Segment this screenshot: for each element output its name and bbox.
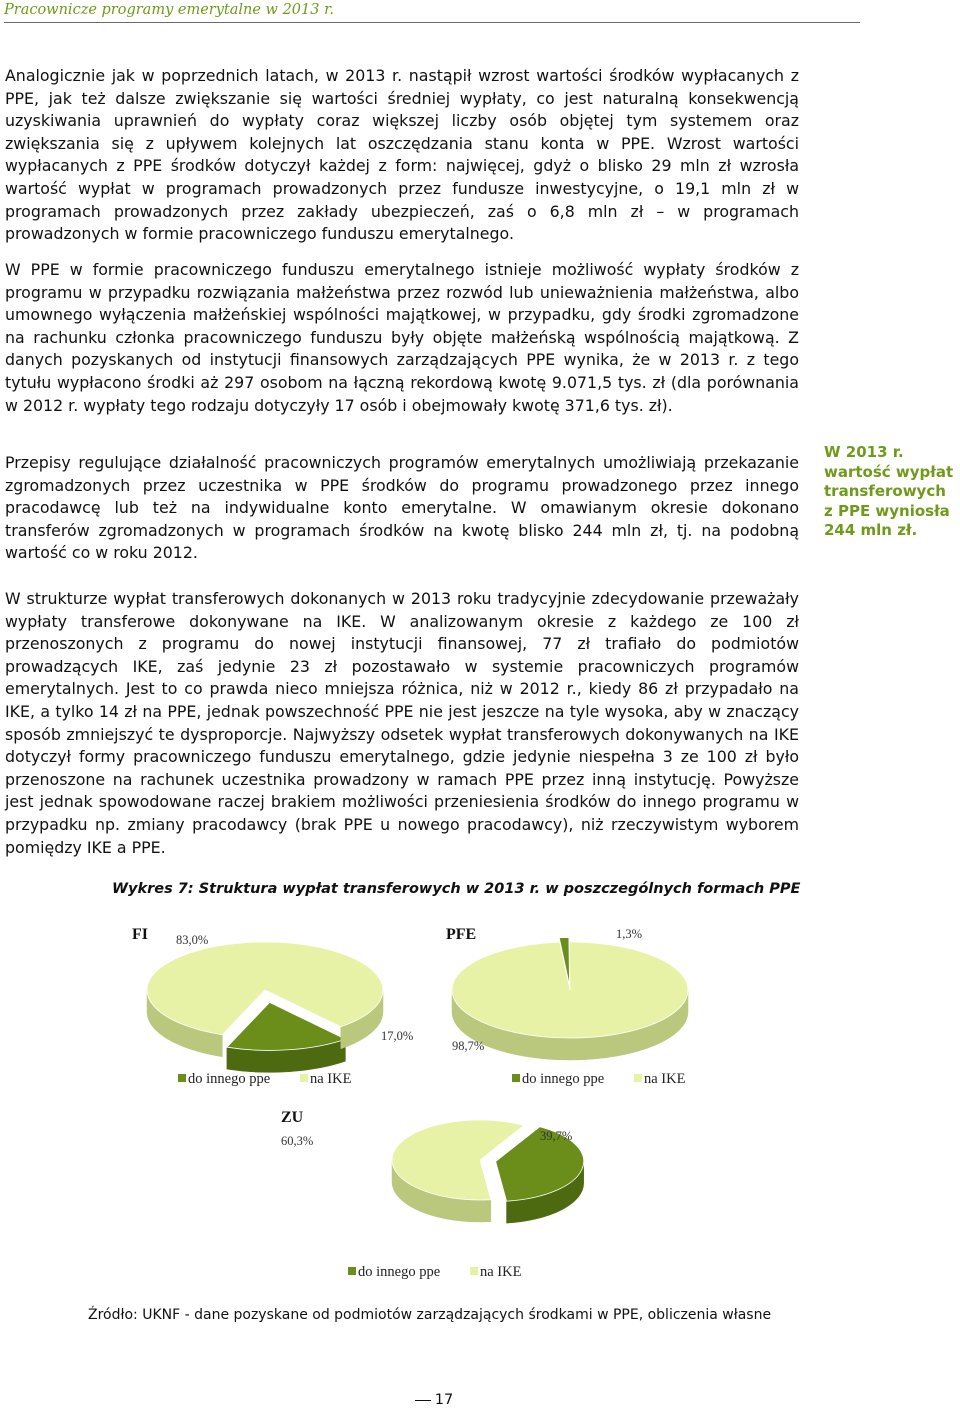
data-label-na-ike: 98,7% xyxy=(452,1039,485,1053)
legend-label-do-innego-ppe: do innego ppe xyxy=(188,1071,271,1087)
data-label-na-ike: 83,0% xyxy=(176,933,209,947)
data-label-na-ike: 60,3% xyxy=(281,1134,314,1148)
paragraph-1: Analogicznie jak w poprzednich latach, w 2013 r. nastąpił wzrost wartości środków wypłacanych z PPE, jak też dalsze zwiększanie się wartości średniej wypłaty, co jest naturalną konsekwencją uzyskiwania uprawnień do wypłaty coraz większej liczby osób objętej tym systemem oraz zwiększania się z upływem kolejnych lat oszczędzania stanu konta w PPE. Wzrost wartości wypłacanych z PPE środków dotyczył każdej z form: najwięcej, gdyż o blisko 29 mln zł wzrosła wartość wypłat w programach prowadzonych przez fundusze inwestycyjne, o 19,1 mln zł w programach prowadzonych przez zakłady ubezpieczeń, zaś o 6,8 mln zł – w programach prowadzonych w formie pracowniczego funduszu emerytalnego. xyxy=(5,66,799,244)
data-label-do-innego-ppe: 17,0% xyxy=(381,1029,414,1043)
data-label-do-innego-ppe: 1,3% xyxy=(616,927,643,941)
legend-swatch-do-innego-ppe xyxy=(512,1074,520,1082)
legend-swatch-na-ike xyxy=(300,1074,308,1082)
legend-label-na-ike: na IKE xyxy=(480,1264,522,1280)
pie-chart-zu xyxy=(281,1109,584,1280)
legend-label-do-innego-ppe: do innego ppe xyxy=(522,1071,605,1087)
data-label-do-innego-ppe: 39,7% xyxy=(540,1129,573,1143)
legend-swatch-na-ike xyxy=(470,1267,478,1275)
legend-swatch-na-ike xyxy=(634,1074,642,1082)
legend-label-na-ike: na IKE xyxy=(310,1071,352,1087)
source-note: Źródło: UKNF - dane pozyskane od podmiotów zarządzających środkami w PPE, obliczenia własne xyxy=(88,1307,772,1323)
header-title: Pracownicze programy emerytalne w 2013 r. xyxy=(4,2,335,18)
margin-note: W 2013 r. wartość wypłat transferowych z PPE wyniosła 244 mln zł. xyxy=(824,443,954,539)
chart-caption: Wykres 7: Struktura wypłat transferowych w 2013 r. w poszczególnych formach PPE xyxy=(112,881,801,897)
chart-title-fi: FI xyxy=(132,926,148,943)
page-number: 17 xyxy=(434,1392,454,1408)
chart-title-pfe: PFE xyxy=(446,926,477,943)
footer-dash xyxy=(415,1400,431,1401)
chart-title-zu: ZU xyxy=(281,1109,304,1126)
pie-chart-pfe xyxy=(446,926,688,1087)
legend-label-do-innego-ppe: do innego ppe xyxy=(358,1264,441,1280)
legend-swatch-do-innego-ppe xyxy=(348,1267,356,1275)
legend-swatch-do-innego-ppe xyxy=(178,1074,186,1082)
paragraph-3: Przepisy regulujące działalność pracowniczych programów emerytalnych umożliwiają przekazanie zgromadzonych przez uczestnika w PPE środków do programu prowadzonego przez innego pracodawcę lub też na indywidualne konto emerytalne. W omawianym okresie dokonano transferów zgromadzonych w programach środków na kwotę blisko 244 mln zł, tj. na podobną wartość co w roku 2012. xyxy=(5,453,799,563)
pie-slice-na-ike xyxy=(452,942,688,1038)
legend-label-na-ike: na IKE xyxy=(644,1071,686,1087)
pie-chart-fi xyxy=(132,926,413,1087)
paragraph-4: W strukturze wypłat transferowych dokonanych w 2013 roku tradycyjnie zdecydowanie przeważały wypłaty transferowe dokonywane na IKE. W analizowanym okresie z każdego ze 100 zł przenoszonych z programu do nowej instytucji finansowej, 77 zł trafiało do podmiotów prowadzących IKE, zaś jedynie 23 zł pozostawało w systemie pracowniczych programów emerytalnych. Jest to co prawda nieco mniejsza różnica, niż w 2012 r., kiedy 86 zł przypadało na IKE, a tylko 14 zł na PPE, jednak powszechność PPE nie jest jeszcze na tyle wysoka, aby w znaczący sposób zmniejszyć te dysproporcje. Najwyższy odsetek wypłat transferowych dokonywanych na IKE dotyczył formy pracowniczego funduszu emerytalnego, gdzie jedynie niespełna 3 ze 100 zł było przenoszone na rachunek uczestnika prowadzony w ramach PPE przez inną instytucję. Powyższe jest jednak spowodowane raczej brakiem możliwości przeniesienia środków do innego programu w przypadku np. zmiany pracodawcy (brak PPE u nowego pracodawcy), niż rzeczywistym wyborem pomiędzy IKE a PPE. xyxy=(5,589,799,857)
page-footer xyxy=(404,1392,464,1408)
paragraph-2: W PPE w formie pracowniczego funduszu emerytalnego istnieje możliwość wypłaty środków z programu w przypadku rozwiązania małżeństwa przez rozwód lub unieważnienia małżeństwa, albo umownego wyłączenia małżeńskiej wspólności majątkowej, w przypadku, gdy środki zgromadzone na rachunku członka pracowniczego funduszu były objęte małżeńską wspólnością majątkową. Z danych pozyskanych od instytucji finansowych zarządzających PPE wynika, że w 2013 r. z tego tytułu wypłacono środki aż 297 osobom na łączną rekordową kwotę 9.071,5 tys. zł (dla porównania w 2012 r. wypłaty tego rodzaju dotyczyły 17 osób i obejmowały kwotę 371,6 tys. zł). xyxy=(5,260,799,415)
